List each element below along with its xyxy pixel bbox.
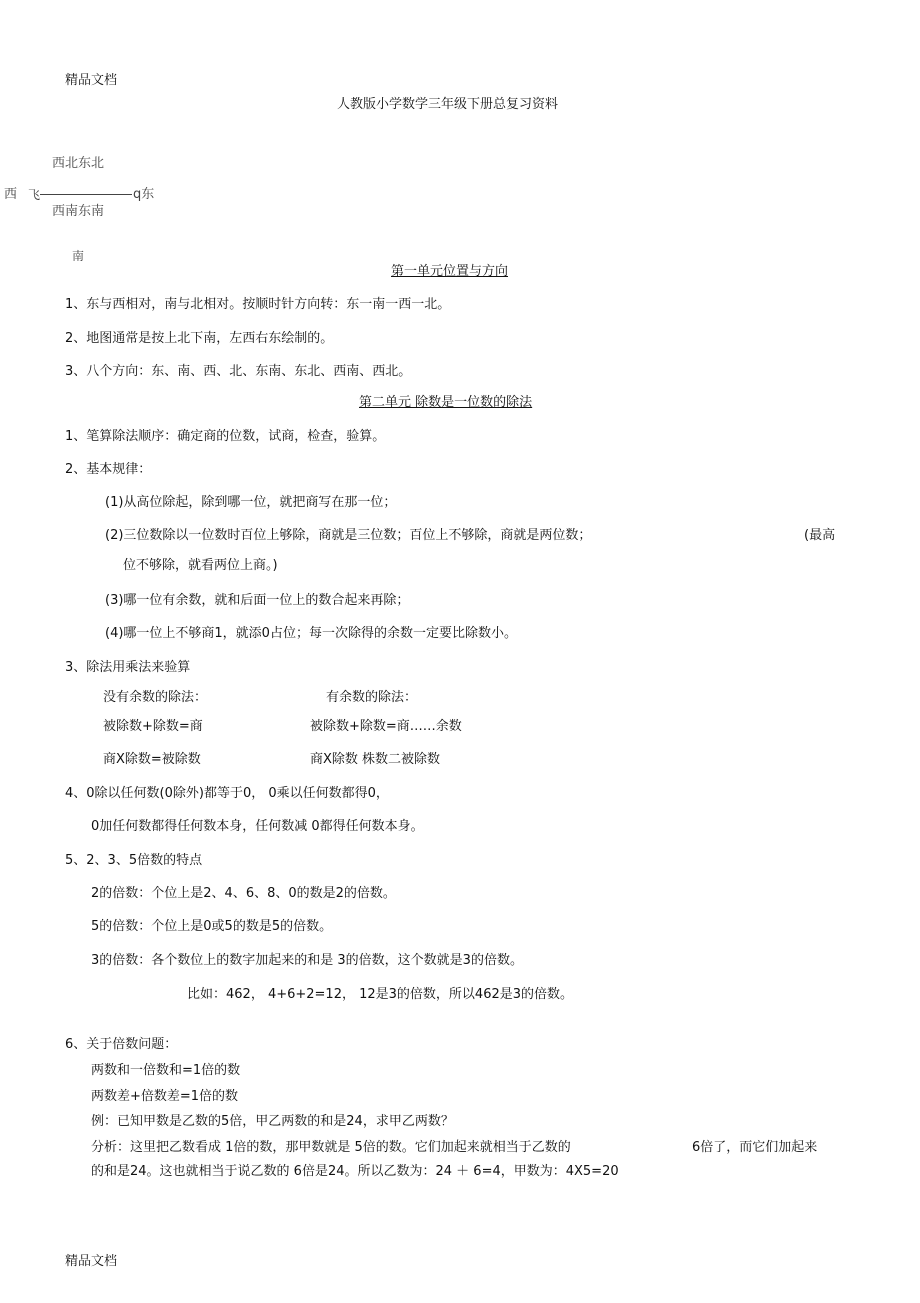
no-remainder-formula-1: 被除数+除数=商: [103, 719, 203, 734]
compass-south: 南: [72, 249, 85, 263]
unit2-item-3: 3、除法用乘法来验算: [65, 660, 191, 675]
compass-northwest-northeast: 西北东北: [52, 156, 105, 171]
unit1-item-3: 3、八个方向：东、南、西、北、东南、东北、西南、西北。: [65, 364, 412, 379]
unit2-item-1: 1、笔算除法顺序：确定商的位数，试商，检查，验算。: [65, 429, 386, 444]
unit1-item-1: 1、东与西相对，南与北相对。按顺时针方向转：东一南一西一北。: [65, 297, 451, 312]
rule-2-continued: 位不够除，就看两位上商。): [123, 558, 278, 573]
difference-rule: 两数差+倍数差=1倍的数: [91, 1089, 239, 1104]
header-label: 精品文档: [65, 73, 118, 88]
rule-4: (4)哪一位上不够商1，就添0占位；每一次除得的余数一定要比除数小。: [105, 626, 517, 641]
unit2-item-2: 2、基本规律：: [65, 462, 152, 477]
remainder-title: 有余数的除法：: [326, 690, 418, 705]
no-remainder-formula-2: 商X除数=被除数: [103, 752, 201, 767]
remainder-formula-2: 商X除数 株数二被除数: [310, 752, 441, 767]
unit2-item-6: 6、关于倍数问题：: [65, 1037, 178, 1052]
unit2-item-4b: 0加任何数都得任何数本身，任何数减 0都得任何数本身。: [91, 819, 424, 834]
unit2-item-5: 5、2、3、5倍数的特点: [65, 853, 203, 868]
unit1-heading: 第一单元位置与方向: [391, 264, 509, 279]
no-remainder-title: 没有余数的除法：: [103, 690, 208, 705]
rule-2-suffix: (最高: [804, 528, 836, 543]
unit2-heading: 第二单元 除数是一位数的除法: [359, 395, 533, 410]
sum-rule: 两数和一倍数和=1倍的数: [91, 1063, 241, 1078]
compass-southwest-southeast: 西南东南: [52, 204, 105, 219]
rule-3: (3)哪一位有余数，就和后面一位上的数合起来再除；: [105, 593, 410, 608]
remainder-formula-1: 被除数+除数=商……余数: [310, 719, 462, 734]
multiples-of-3: 3的倍数：各个数位上的数字加起来的和是 3的倍数，这个数就是3的倍数。: [91, 953, 523, 968]
example-question: 例：已知甲数是乙数的5倍，甲乙两数的和是24，求甲乙两数？: [91, 1114, 454, 1129]
multiples-of-2: 2的倍数：个位上是2、4、6、8、0的数是2的倍数。: [91, 886, 396, 901]
multiples-of-3-example: 比如：462， 4+6+2=12， 12是3的倍数，所以462是3的倍数。: [187, 987, 574, 1002]
compass-west: 西: [4, 187, 18, 202]
footer-label: 精品文档: [65, 1254, 118, 1269]
analysis-line-1: 分析：这里把乙数看成 1倍的数，那甲数就是 5倍的数。它们加起来就相当于乙数的: [91, 1140, 571, 1155]
compass-axis-line: [40, 194, 132, 195]
page-title: 人教版小学数学三年级下册总复习资料: [337, 97, 559, 112]
compass-east: q东: [133, 187, 155, 202]
rule-2: (2)三位数除以一位数时百位上够除，商就是三位数；百位上不够除，商就是两位数；: [105, 528, 592, 543]
rule-1: (1)从高位除起，除到哪一位，就把商写在那一位；: [105, 495, 397, 510]
compass-fei: 飞: [28, 188, 41, 202]
analysis-line-1-right: 6倍了，而它们加起来: [692, 1140, 818, 1155]
analysis-line-2: 的和是24。这也就相当于说乙数的 6倍是24。所以乙数为：24 ＋ 6=4，甲数为：4X5=20: [91, 1164, 619, 1179]
unit2-item-4: 4、0除以任何数(0除外)都等于0， 0乘以任何数都得0，: [65, 786, 389, 801]
multiples-of-5: 5的倍数：个位上是0或5的数是5的倍数。: [91, 919, 333, 934]
unit1-item-2: 2、地图通常是按上北下南，左西右东绘制的。: [65, 331, 334, 346]
